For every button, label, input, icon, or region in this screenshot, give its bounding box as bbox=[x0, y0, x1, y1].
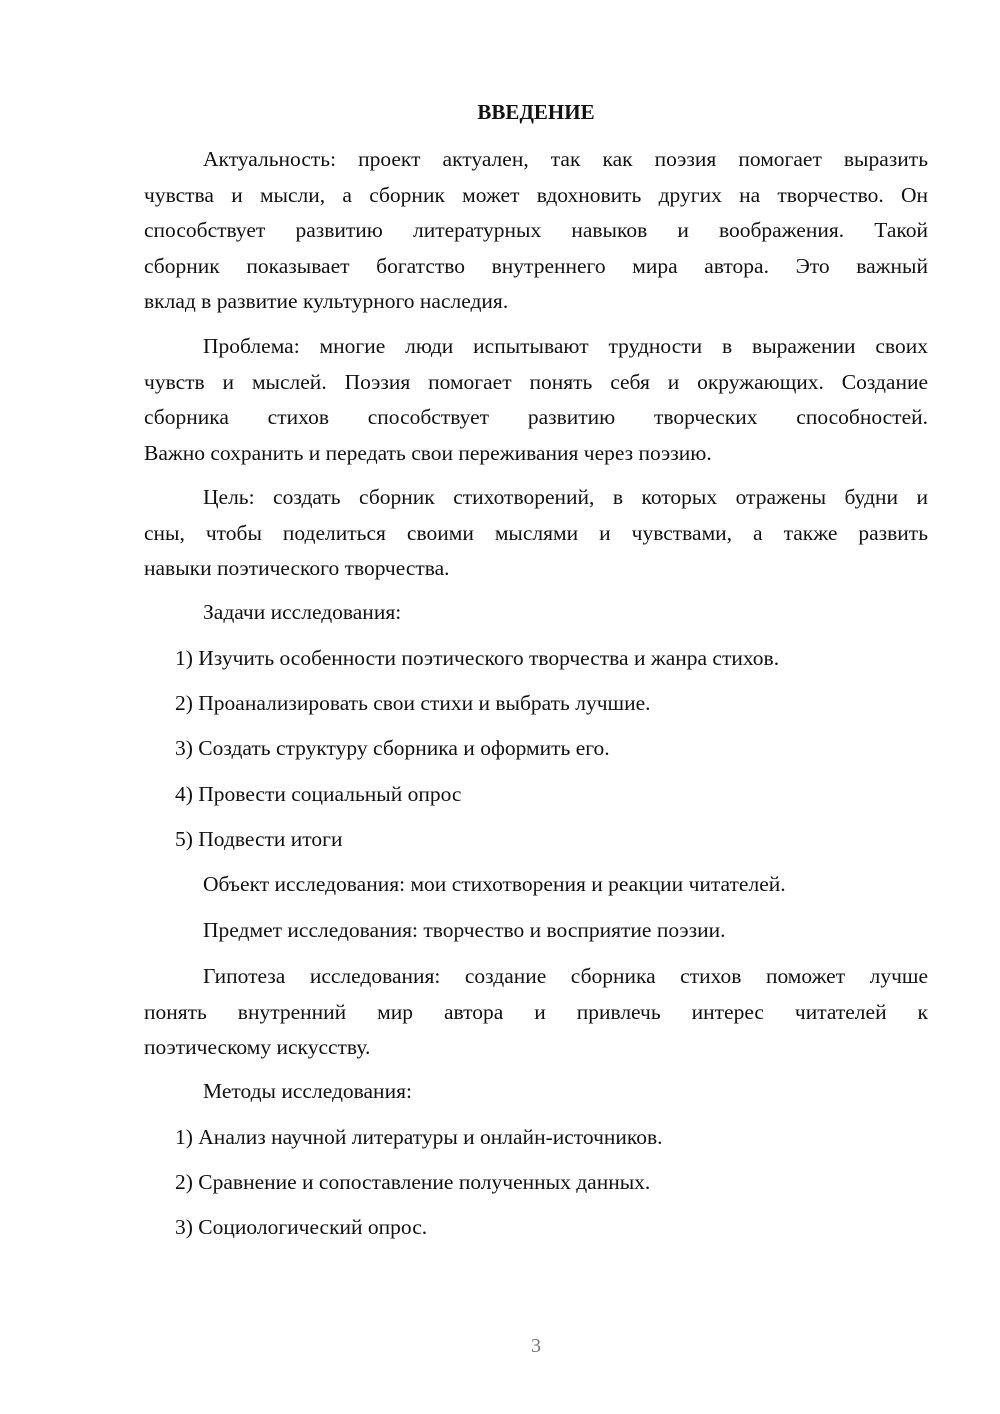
methods-heading: Методы исследования: bbox=[203, 1079, 412, 1103]
paragraph-line: Цель: создать сборник стихотворений, в которых отражены будни и bbox=[203, 485, 928, 509]
paragraph-line: сборника стихов способствует развитию творческих способностей. bbox=[144, 405, 928, 429]
paragraph-line: вклад в развитие культурного наследия. bbox=[144, 289, 509, 313]
relevance-paragraph bbox=[144, 142, 928, 320]
method-item: 2) Сравнение и сопоставление полученных данных. bbox=[175, 1170, 651, 1194]
paragraph-line: навыки поэтического творчества. bbox=[144, 556, 450, 580]
paragraph-line: понять внутренний мир автора и привлечь интерес читателей к bbox=[144, 999, 928, 1024]
paragraph-line: Важно сохранить и передать свои переживания через поэзию. bbox=[144, 440, 712, 465]
paragraph-line: Проблема: многие люди испытывают трудности в выражении своих bbox=[203, 334, 928, 358]
tasks-heading: Задачи исследования: bbox=[203, 600, 402, 624]
hypothesis-paragraph bbox=[144, 959, 928, 1066]
task-item: 1) Изучить особенности поэтического творчества и жанра стихов. bbox=[175, 646, 780, 670]
method-item: 1) Анализ научной литературы и онлайн-источников. bbox=[175, 1125, 663, 1149]
paragraph-line: чувств и мыслей. Поэзия помогает понять себя и окружающих. Создание bbox=[144, 369, 928, 394]
problem-paragraph bbox=[144, 329, 928, 471]
research-subject: Предмет исследования: творчество и восприятие поэзии. bbox=[203, 918, 726, 942]
task-item: 4) Провести социальный опрос bbox=[175, 782, 462, 806]
task-item: 2) Проанализировать свои стихи и выбрать лучшие. bbox=[175, 691, 651, 715]
method-item: 3) Социологический опрос. bbox=[175, 1215, 428, 1239]
research-object: Объект исследования: мои стихотворения и реакции читателей. bbox=[203, 872, 786, 896]
paragraph-line: способствует развитию литературных навыков и воображения. Такой bbox=[144, 218, 928, 242]
paragraph-line: Актуальность: проект актуален, так как поэзия помогает выразить bbox=[203, 147, 928, 171]
paragraph-line: Гипотеза исследования: создание сборника стихов поможет лучше bbox=[203, 964, 928, 988]
paragraph-line: чувства и мысли, а сборник может вдохновить других на творчество. Он bbox=[144, 182, 928, 207]
goal-paragraph bbox=[144, 480, 928, 587]
page-number: 3 bbox=[531, 1335, 541, 1357]
paragraph-line: поэтическому искусству. bbox=[144, 1035, 371, 1059]
section-heading: ВВЕДЕНИЕ bbox=[477, 100, 595, 124]
paragraph-line: сборник показывает богатство внутреннего мира автора. Это важный bbox=[144, 253, 928, 278]
task-item: 5) Подвести итоги bbox=[175, 827, 343, 851]
task-item: 3) Создать структуру сборника и оформить его. bbox=[175, 736, 610, 760]
paragraph-line: сны, чтобы поделиться своими мыслями и чувствами, а также развить bbox=[144, 520, 928, 545]
